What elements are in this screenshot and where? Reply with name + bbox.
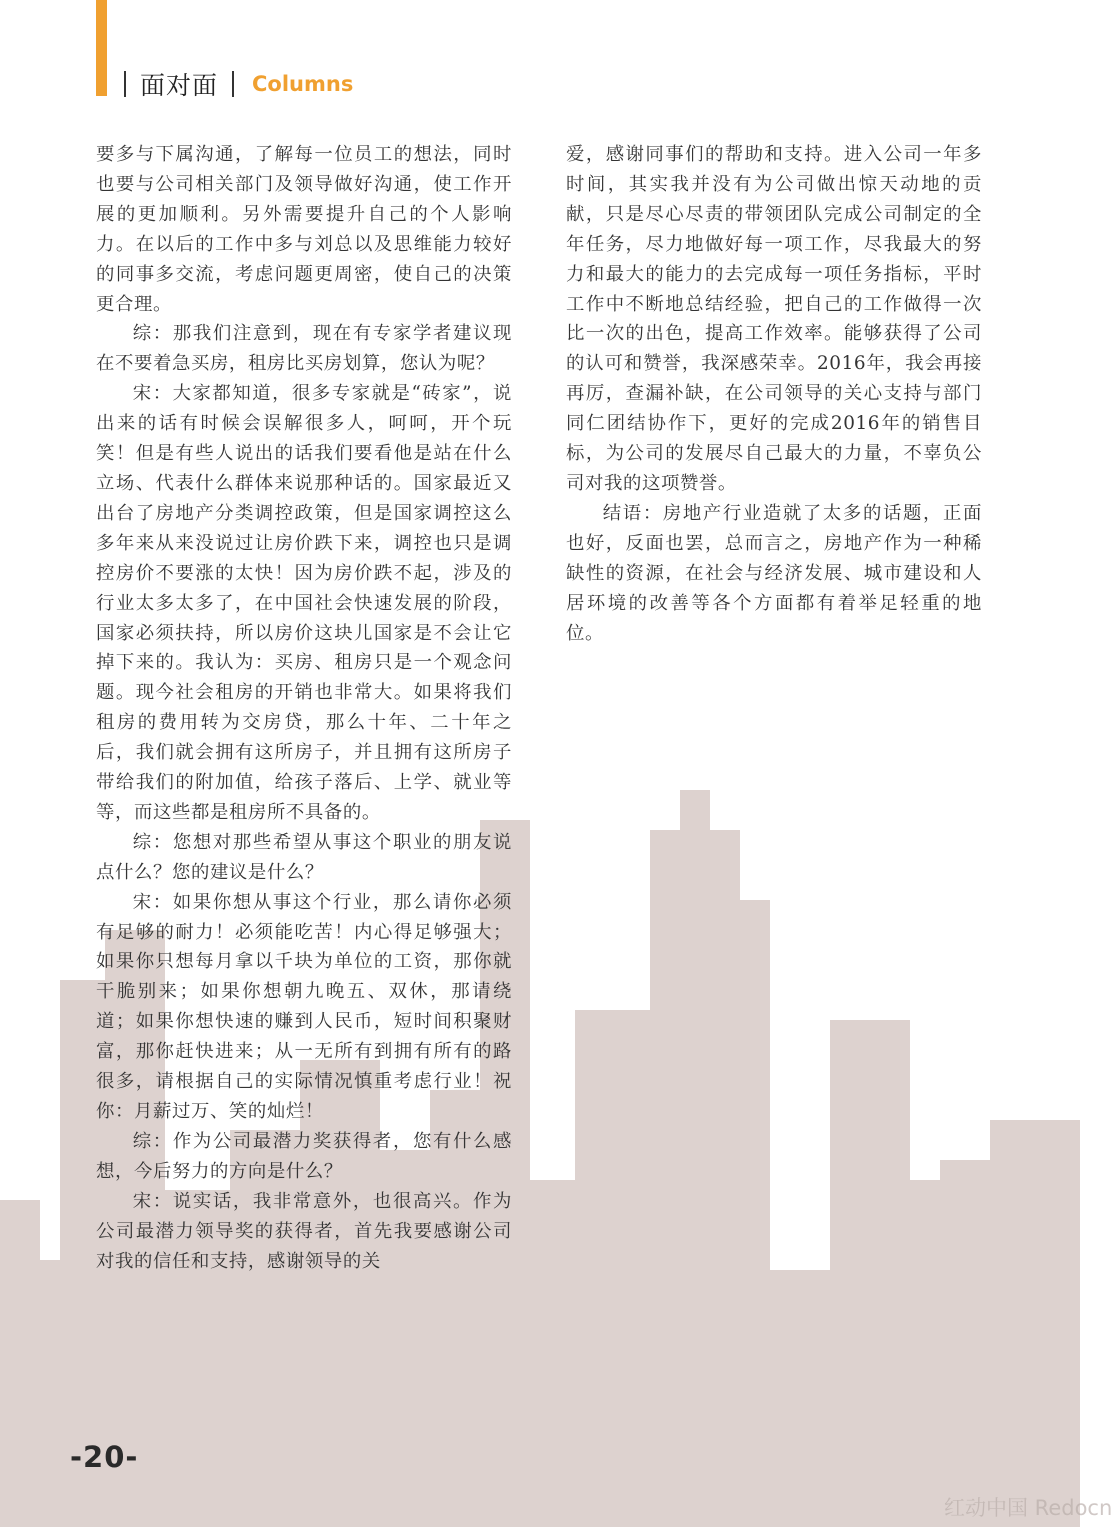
- section-title: 面对面: [140, 71, 219, 100]
- paragraph: 综：那我们注意到，现在有专家学者建议现在不要着急买房，租房比买房划算，您认为呢？: [96, 323, 512, 375]
- paragraph: 要多与下属沟通，了解每一位员工的想法，同时也要与公司相关部门及领导做好沟通，使工作开展的更加顺利。另外需要提升自己的个人影响力。在以后的工作中多与刘总以及思维能力较好的同事多交流，考虑问题更周密，使自己的决策更合理。: [96, 144, 512, 315]
- paragraph: 宋：说实话，我非常意外，也很高兴。作为公司最潜力领导奖的获得者，首先我要感谢公司对我的信任和支持，感谢领导的关: [96, 1190, 512, 1272]
- paragraph: 爱，感谢同事们的帮助和支持。进入公司一年多时间，其实我并没有为公司做出惊天动地的贡献，只是尽心尽责的带领团队完成公司制定的全年任务，尽力地做好每一项工作，尽我最大的努力和最大的能力的去完成每一项任务指标，平时工作中不断地总结经验，把自己的工作做得一次比一次的出色，提高工作效率。能够获得了公司的认可和赞誉，我深感荣幸。2016年，我会再接再厉，查漏补缺，在公司领导的关心支持与部门同仁团结协作下，更好的完成2016年的销售目标，为公司的发展尽自己最大的力量，不辜负公司对我的这项赞誉。: [566, 144, 982, 494]
- paragraph: 宋：大家都知道，很多专家就是“砖家”，说出来的话有时候会误解很多人，呵呵，开个玩笑！但是有些人说出的话我们要看他是站在什么立场、代表什么群体来说那种话的。国家最近又出台了房地产分类调控政策，但是国家调控这么多年来从来没说过让房价跌下来，调控也只是调控房价不要涨的太快！因为房价跌不起，涉及的行业太多太多了，在中国社会快速发展的阶段，国家必须扶持，所以房价这块儿国家是不会让它掉下来的。我认为：买房、租房只是一个观念问题。现今社会租房的开销也非常大。如果将我们租房的费用转为交房贷，那么十年、二十年之后，我们就会拥有这所房子，并且拥有这所房子带给我们的附加值，给孩子落后、上学、就业等等，而这些都是租房所不具备的。: [96, 383, 512, 823]
- header-separator-left: [124, 71, 126, 97]
- header-separator-right: [232, 71, 234, 97]
- paragraph: 综：您想对那些希望从事这个职业的朋友说点什么？您的建议是什么？: [96, 831, 512, 883]
- paragraph: 结语：房地产行业造就了太多的话题，正面也好，反面也罢，总而言之，房地产作为一种稀缺性的资源，在社会与经济发展、城市建设和人居环境的改善等各个方面都有着举足轻重的地位。: [566, 502, 982, 644]
- watermark: 红动中国 Redocn: [944, 1496, 1112, 1520]
- page-number: -20-: [70, 1440, 139, 1474]
- header-accent-bar: [96, 0, 107, 96]
- section-subtitle: Columns: [252, 72, 354, 96]
- section-header: [124, 64, 353, 104]
- article-column-left: [96, 140, 512, 1276]
- article-column-right: [566, 140, 982, 648]
- paragraph: 综：作为公司最潜力奖获得者，您有什么感想，今后努力的方向是什么？: [96, 1130, 512, 1182]
- paragraph: 宋：如果你想从事这个行业，那么请你必须有足够的耐力！必须能吃苦！内心得足够强大；如果你只想每月拿以千块为单位的工资，那你就干脆别来；如果你想朝九晚五、双休，那请绕道；如果你想快速的赚到人民币，短时间积聚财富，那你赶快进来；从一无所有到拥有所有的路很多，请根据自己的实际情况慎重考虑行业！祝你：月薪过万、笑的灿烂！: [96, 891, 512, 1122]
